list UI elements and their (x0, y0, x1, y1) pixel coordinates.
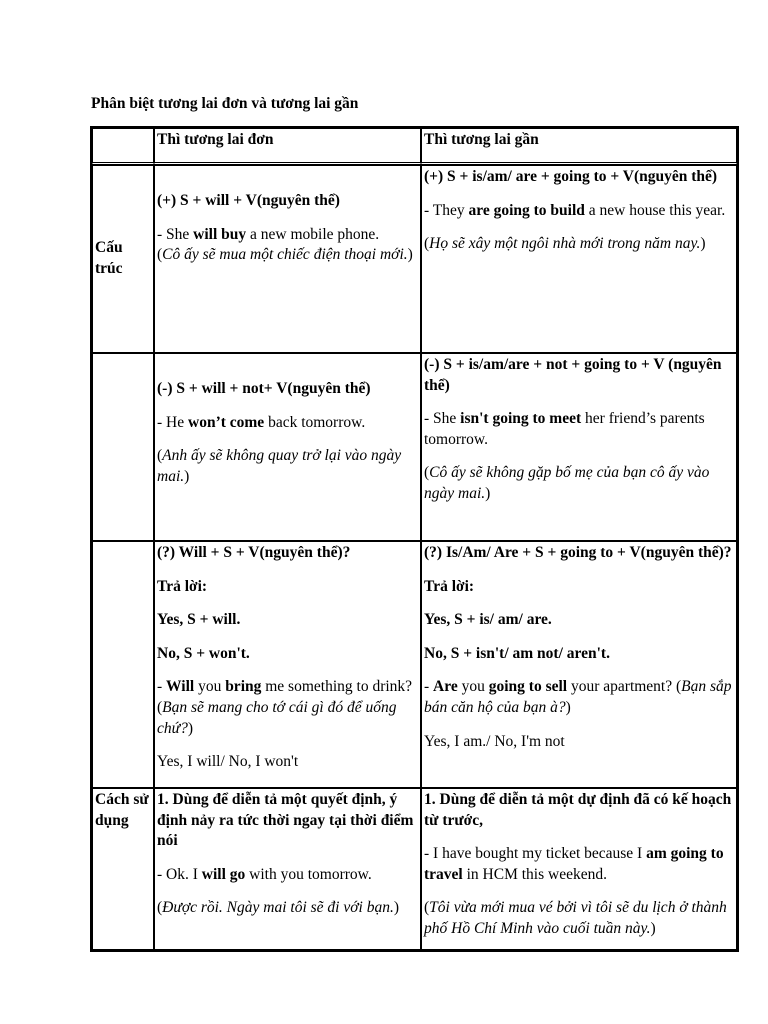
answer-no: No, S + isn't/ am not/ aren't. (424, 644, 610, 662)
translation-text: (Họ sẽ xây một ngôi nhà mới trong năm nay.) (424, 235, 706, 253)
question-simple-cell (154, 541, 421, 788)
example-text: - She isn't going to meet her friend’s parents tomorrow. (424, 410, 705, 448)
answer-yes: Yes, S + is/ am/ are. (424, 611, 552, 629)
translation-text: (Được rồi. Ngày mai tôi sẽ đi với bạn.) (157, 899, 399, 917)
usage-near-cell (421, 788, 737, 950)
affirmative-simple-cell (154, 165, 421, 353)
example-text: - She will buy a new mobile phone. (157, 225, 380, 243)
example-text: - Ok. I will go with you tomorrow. (157, 865, 372, 883)
answer-no: No, S + won't. (157, 644, 250, 662)
formula-text: (+) S + will + V(nguyên thể) (157, 192, 340, 209)
answer-yes: Yes, S + will. (157, 611, 241, 629)
translation-text: (Cô ấy sẽ mua một chiếc điện thoại mới.) (157, 246, 413, 264)
example-text: - Are you going to sell your apartment? (Bạn sắp bán căn hộ của bạn à?) (424, 678, 732, 717)
header-near-future: Thì tương lai gần (421, 128, 737, 165)
table-header-row (92, 128, 737, 165)
negative-row (92, 353, 737, 541)
example-text: - Will you bring me something to drink? (Bạn sẽ mang cho tớ cái gì đó để uống chứ?) (157, 678, 413, 737)
example-text: - I have bought my ticket because I am going to travel in HCM this weekend. (424, 845, 724, 883)
answer-label: Trả lời: (424, 577, 475, 595)
page-title: Phân biệt tương lai đơn và tương lai gần (91, 95, 359, 112)
affirmative-row (92, 165, 737, 353)
negative-near-cell (421, 353, 737, 541)
row-label-empty (92, 353, 154, 541)
header-empty-cell (92, 128, 154, 165)
comparison-table (90, 126, 739, 952)
usage-point: 1. Dùng để diễn tả một quyết định, ý định nảy ra tức thời ngay tại thời điểm nói (157, 791, 414, 850)
reply-text: Yes, I will/ No, I won't (157, 753, 299, 771)
formula-text: (?) Will + S + V(nguyên thể)? (157, 544, 351, 561)
formula-text: (-) S + will + not+ V(nguyên thể) (157, 380, 371, 397)
usage-row (92, 788, 737, 950)
usage-simple-cell (154, 788, 421, 950)
formula-text: (-) S + is/am/are + not + going to + V (nguyên thể) (424, 356, 722, 394)
row-label-structure: Cấu trúc (92, 165, 154, 353)
translation-text: (Anh ấy sẽ không quay trở lại vào ngày mai.) (157, 447, 402, 485)
usage-point: 1. Dùng để diễn tả một dự định đã có kế hoạch từ trước, (424, 791, 732, 829)
formula-text: (?) Is/Am/ Are + S + going to + V(nguyên thể)? (424, 544, 732, 561)
translation-text: (Tôi vừa mới mua vé bởi vì tôi sẽ du lịch ở thành phố Hồ Chí Minh vào cuối tuần này.) (424, 899, 727, 938)
translation-text: (Cô ấy sẽ không gặp bố mẹ của bạn cô ấy vào ngày mai.) (424, 464, 710, 503)
answer-label: Trả lời: (157, 577, 208, 595)
row-label-usage: Cách sử dụng (92, 788, 154, 950)
row-label-empty (92, 541, 154, 788)
affirmative-near-cell (421, 165, 737, 353)
example-text: - They are going to build a new house this year. (424, 201, 726, 219)
question-row (92, 541, 737, 788)
example-text: - He won’t come back tomorrow. (157, 413, 366, 431)
negative-simple-cell (154, 353, 421, 541)
formula-text: (+) S + is/am/ are + going to + V(nguyên thể) (424, 168, 718, 185)
reply-text: Yes, I am./ No, I'm not (424, 732, 565, 750)
header-simple-future: Thì tương lai đơn (154, 128, 421, 165)
question-near-cell (421, 541, 737, 788)
